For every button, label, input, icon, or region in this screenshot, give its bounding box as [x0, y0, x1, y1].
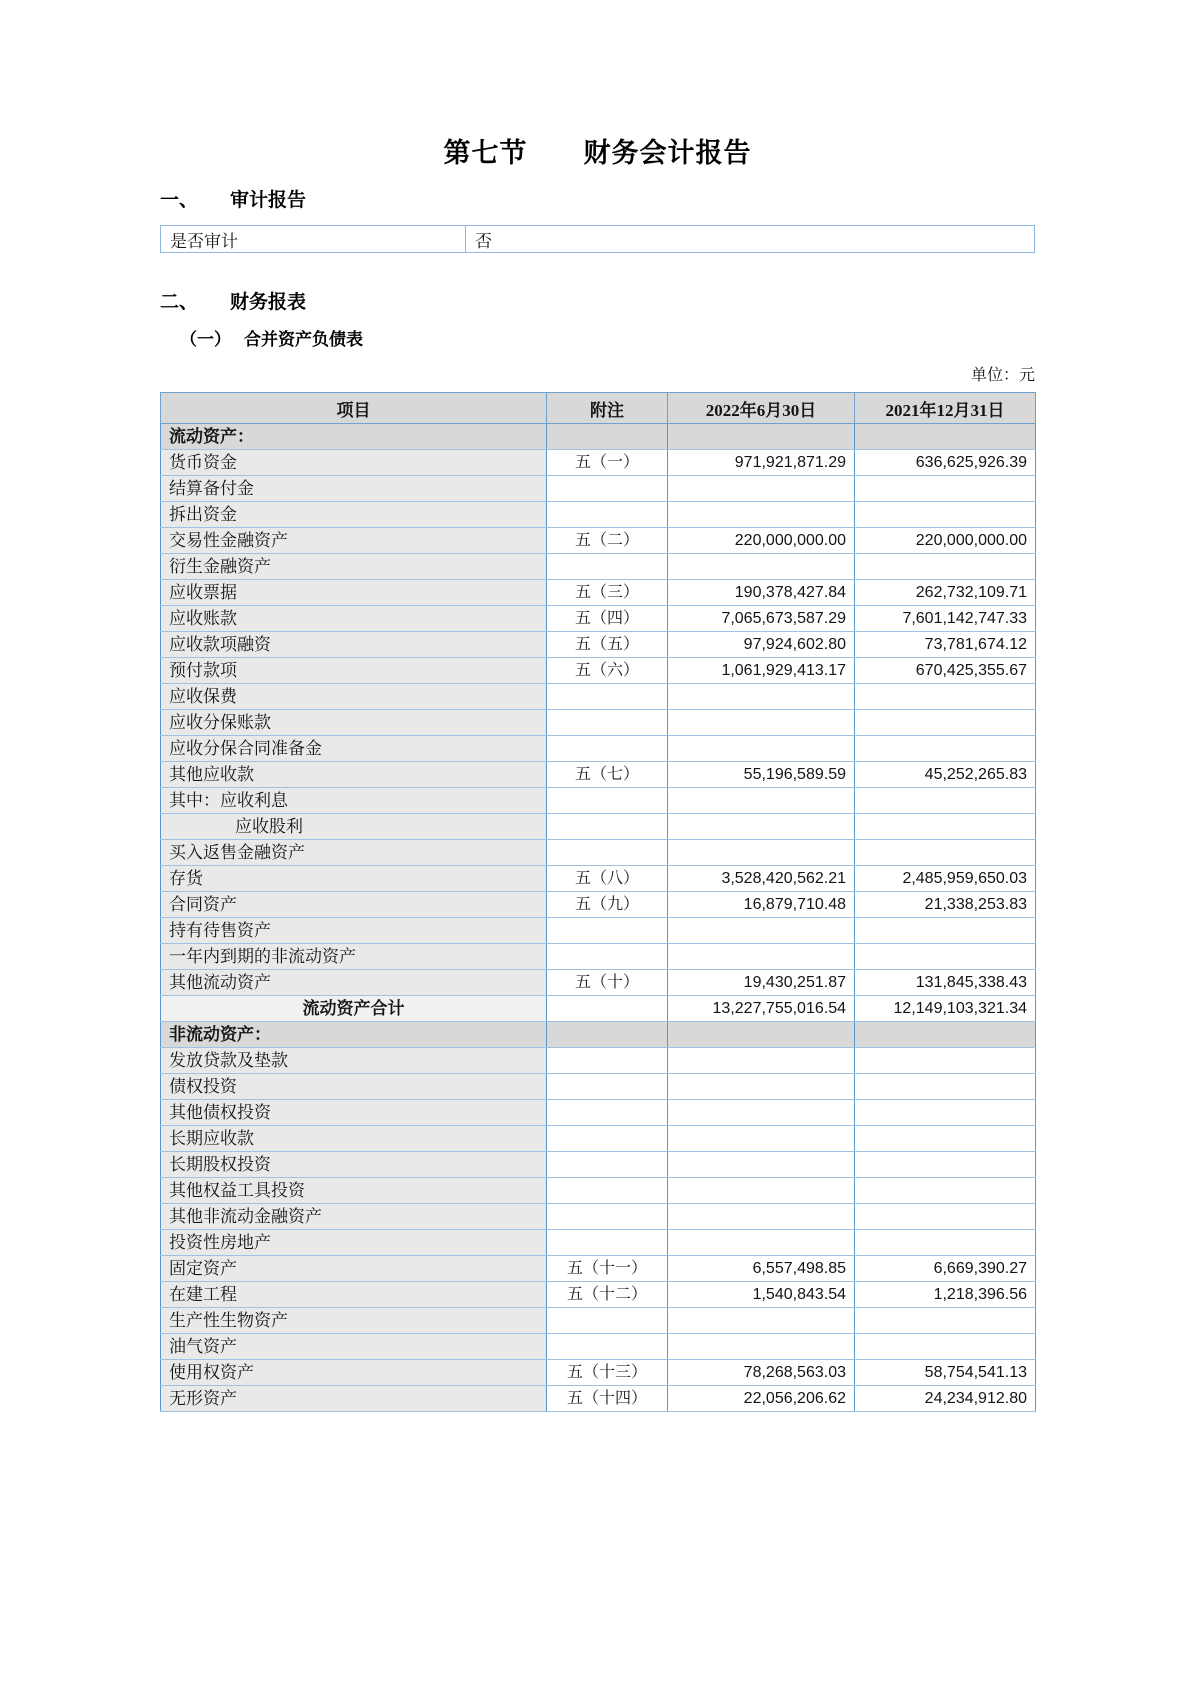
- cell-note: 五（十四）: [547, 1386, 668, 1412]
- cell-v2022: [668, 1308, 855, 1334]
- cell-note: [547, 944, 668, 970]
- section-number: 二、: [160, 292, 199, 313]
- table-row: [161, 788, 1036, 814]
- cell-v2021: [855, 1178, 1036, 1204]
- cell-note: [547, 1022, 668, 1048]
- table-row: [161, 1074, 1036, 1100]
- cell-note: 五（十）: [547, 970, 668, 996]
- cell-v2022: [668, 1152, 855, 1178]
- cell-note: [547, 1204, 668, 1230]
- balance-sheet-table: [160, 392, 1036, 1412]
- section-title: 审计报告: [230, 190, 307, 211]
- cell-v2022: [668, 944, 855, 970]
- table-row: [161, 1100, 1036, 1126]
- cell-v2021: 131,845,338.43: [855, 970, 1036, 996]
- table-row: [161, 866, 1036, 892]
- cell-note: 五（十一）: [547, 1256, 668, 1282]
- cell-note: [547, 554, 668, 580]
- table-row: [161, 1256, 1036, 1282]
- cell-note: [547, 1126, 668, 1152]
- cell-v2022: 7,065,673,587.29: [668, 606, 855, 632]
- cell-item: 持有待售资产: [161, 918, 547, 944]
- cell-v2021: [855, 788, 1036, 814]
- table-row: [161, 632, 1036, 658]
- cell-v2021: 7,601,142,747.33: [855, 606, 1036, 632]
- cell-v2021: 45,252,265.83: [855, 762, 1036, 788]
- cell-v2022: 6,557,498.85: [668, 1256, 855, 1282]
- cell-item: 其他流动资产: [161, 970, 547, 996]
- cell-note: [547, 424, 668, 450]
- cell-v2021: 1,218,396.56: [855, 1282, 1036, 1308]
- cell-v2022: [668, 554, 855, 580]
- cell-v2022: 3,528,420,562.21: [668, 866, 855, 892]
- cell-item: 拆出资金: [161, 502, 547, 528]
- table-header-row: [161, 393, 1036, 424]
- cell-note: 五（一）: [547, 450, 668, 476]
- cell-v2021: 21,338,253.83: [855, 892, 1036, 918]
- cell-v2021: [855, 1230, 1036, 1256]
- cell-v2021: 6,669,390.27: [855, 1256, 1036, 1282]
- cell-note: [547, 788, 668, 814]
- cell-v2022: [668, 1100, 855, 1126]
- cell-item: 买入返售金融资产: [161, 840, 547, 866]
- cell-v2022: 1,061,929,413.17: [668, 658, 855, 684]
- cell-note: [547, 1230, 668, 1256]
- cell-item: 油气资产: [161, 1334, 547, 1360]
- cell-v2022: [668, 1230, 855, 1256]
- cell-v2021: 636,625,926.39: [855, 450, 1036, 476]
- cell-v2022: 190,378,427.84: [668, 580, 855, 606]
- cell-v2021: [855, 1334, 1036, 1360]
- cell-item: 存货: [161, 866, 547, 892]
- cell-item: 流动资产：: [161, 424, 547, 450]
- subsection-title: 合并资产负债表: [244, 330, 363, 349]
- section-audit-heading: [160, 189, 1035, 212]
- cell-v2022: 97,924,602.80: [668, 632, 855, 658]
- cell-item: 其他债权投资: [161, 1100, 547, 1126]
- table-row: [161, 918, 1036, 944]
- cell-item: 衍生金融资产: [161, 554, 547, 580]
- cell-note: [547, 736, 668, 762]
- cell-note: [547, 502, 668, 528]
- cell-item: 非流动资产：: [161, 1022, 547, 1048]
- cell-v2022: 13,227,755,016.54: [668, 996, 855, 1022]
- cell-v2021: 12,149,103,321.34: [855, 996, 1036, 1022]
- section-number: 一、: [160, 190, 199, 211]
- cell-v2021: [855, 1022, 1036, 1048]
- table-row: [161, 658, 1036, 684]
- cell-v2022: [668, 502, 855, 528]
- cell-item: 在建工程: [161, 1282, 547, 1308]
- table-row: [161, 554, 1036, 580]
- cell-note: [547, 1048, 668, 1074]
- cell-v2021: [855, 476, 1036, 502]
- cell-item: 货币资金: [161, 450, 547, 476]
- table-row: [161, 892, 1036, 918]
- table-row: [161, 580, 1036, 606]
- cell-v2022: [668, 1048, 855, 1074]
- cell-v2022: [668, 1178, 855, 1204]
- cell-item: 其中：应收利息: [161, 788, 547, 814]
- cell-note: 五（八）: [547, 866, 668, 892]
- table-row: [161, 424, 1036, 450]
- cell-item: 预付款项: [161, 658, 547, 684]
- cell-note: [547, 710, 668, 736]
- cell-v2021: [855, 710, 1036, 736]
- cell-v2022: [668, 424, 855, 450]
- table-row: [161, 1126, 1036, 1152]
- table-row: [161, 684, 1036, 710]
- cell-v2021: 670,425,355.67: [855, 658, 1036, 684]
- cell-note: 五（三）: [547, 580, 668, 606]
- cell-v2022: [668, 1022, 855, 1048]
- cell-note: [547, 996, 668, 1022]
- cell-item: 应收款项融资: [161, 632, 547, 658]
- cell-v2022: 19,430,251.87: [668, 970, 855, 996]
- audit-table: [160, 225, 1035, 253]
- cell-item: 投资性房地产: [161, 1230, 547, 1256]
- cell-note: 五（五）: [547, 632, 668, 658]
- cell-v2021: 262,732,109.71: [855, 580, 1036, 606]
- cell-v2021: [855, 1074, 1036, 1100]
- table-row: [161, 1282, 1036, 1308]
- cell-v2021: [855, 1308, 1036, 1334]
- table-row: [161, 1360, 1036, 1386]
- cell-item: 应收账款: [161, 606, 547, 632]
- cell-item: 应收票据: [161, 580, 547, 606]
- section-statements-heading: [160, 291, 1035, 314]
- cell-note: [547, 1178, 668, 1204]
- cell-note: [547, 684, 668, 710]
- cell-item: 流动资产合计: [161, 996, 547, 1022]
- table-row: [161, 1230, 1036, 1256]
- cell-v2021: [855, 684, 1036, 710]
- table-row: [161, 1178, 1036, 1204]
- cell-v2022: 971,921,871.29: [668, 450, 855, 476]
- cell-v2021: [855, 944, 1036, 970]
- header-date-2021: 2021年12月31日: [855, 393, 1036, 424]
- cell-v2021: [855, 1100, 1036, 1126]
- cell-v2022: 55,196,589.59: [668, 762, 855, 788]
- cell-v2022: 16,879,710.48: [668, 892, 855, 918]
- table-row: [161, 502, 1036, 528]
- subsection-number: （一）: [180, 330, 231, 349]
- cell-v2022: 220,000,000.00: [668, 528, 855, 554]
- cell-v2021: 73,781,674.12: [855, 632, 1036, 658]
- cell-note: 五（二）: [547, 528, 668, 554]
- header-note: 附注: [547, 393, 668, 424]
- cell-v2021: 220,000,000.00: [855, 528, 1036, 554]
- cell-note: 五（九）: [547, 892, 668, 918]
- cell-note: [547, 1074, 668, 1100]
- cell-v2022: [668, 684, 855, 710]
- cell-item: 无形资产: [161, 1386, 547, 1412]
- cell-v2021: [855, 1048, 1036, 1074]
- cell-v2022: [668, 476, 855, 502]
- audit-answer-cell: 否: [466, 226, 1035, 253]
- cell-v2022: 22,056,206.62: [668, 1386, 855, 1412]
- cell-v2022: [668, 1334, 855, 1360]
- cell-note: 五（四）: [547, 606, 668, 632]
- cell-item: 一年内到期的非流动资产: [161, 944, 547, 970]
- cell-v2021: 24,234,912.80: [855, 1386, 1036, 1412]
- table-row: [161, 606, 1036, 632]
- cell-v2022: [668, 788, 855, 814]
- table-row: [161, 736, 1036, 762]
- cell-v2022: [668, 814, 855, 840]
- cell-note: [547, 814, 668, 840]
- cell-v2021: [855, 814, 1036, 840]
- cell-v2021: [855, 502, 1036, 528]
- cell-v2022: [668, 918, 855, 944]
- header-item: 项目: [161, 393, 547, 424]
- cell-item: 应收分保合同准备金: [161, 736, 547, 762]
- cell-note: [547, 1152, 668, 1178]
- table-row: [161, 996, 1036, 1022]
- header-date-2022: 2022年6月30日: [668, 393, 855, 424]
- cell-item: 固定资产: [161, 1256, 547, 1282]
- table-row: [161, 814, 1036, 840]
- cell-v2022: 1,540,843.54: [668, 1282, 855, 1308]
- cell-v2021: 58,754,541.13: [855, 1360, 1036, 1386]
- cell-note: [547, 1334, 668, 1360]
- cell-v2022: [668, 710, 855, 736]
- cell-v2022: [668, 1204, 855, 1230]
- table-row: [161, 1152, 1036, 1178]
- table-row: [161, 840, 1036, 866]
- subsection-balance-sheet-heading: [160, 329, 1035, 350]
- cell-note: [547, 1100, 668, 1126]
- cell-item: 应收股利: [161, 814, 547, 840]
- table-row: [161, 476, 1036, 502]
- cell-v2021: [855, 424, 1036, 450]
- cell-note: [547, 840, 668, 866]
- cell-item: 发放贷款及垫款: [161, 1048, 547, 1074]
- cell-v2022: [668, 1126, 855, 1152]
- table-row: [161, 1048, 1036, 1074]
- cell-v2021: [855, 1152, 1036, 1178]
- cell-note: [547, 476, 668, 502]
- table-row: [161, 450, 1036, 476]
- cell-v2021: [855, 554, 1036, 580]
- unit-label: 单位：元: [970, 367, 1035, 384]
- table-row: [161, 1022, 1036, 1048]
- table-row: [161, 1308, 1036, 1334]
- cell-item: 结算备付金: [161, 476, 547, 502]
- cell-item: 其他应收款: [161, 762, 547, 788]
- table-row: [161, 970, 1036, 996]
- table-row: [161, 1386, 1036, 1412]
- cell-v2021: [855, 840, 1036, 866]
- cell-v2022: [668, 1074, 855, 1100]
- cell-item: 长期股权投资: [161, 1152, 547, 1178]
- section-title: 财务报表: [230, 292, 307, 313]
- cell-item: 合同资产: [161, 892, 547, 918]
- cell-note: 五（六）: [547, 658, 668, 684]
- cell-note: 五（十二）: [547, 1282, 668, 1308]
- cell-v2021: [855, 918, 1036, 944]
- cell-v2022: [668, 840, 855, 866]
- cell-v2022: [668, 736, 855, 762]
- cell-item: 长期应收款: [161, 1126, 547, 1152]
- table-row: [161, 710, 1036, 736]
- cell-item: 生产性生物资产: [161, 1308, 547, 1334]
- table-row: [161, 1334, 1036, 1360]
- table-row: [161, 762, 1036, 788]
- cell-v2021: [855, 1126, 1036, 1152]
- cell-item: 应收保费: [161, 684, 547, 710]
- cell-v2021: [855, 1204, 1036, 1230]
- cell-note: 五（七）: [547, 762, 668, 788]
- page-title: 第七节 财务会计报告: [443, 138, 752, 168]
- cell-item: 交易性金融资产: [161, 528, 547, 554]
- cell-note: [547, 1308, 668, 1334]
- cell-note: 五（十三）: [547, 1360, 668, 1386]
- table-row: [161, 944, 1036, 970]
- cell-note: [547, 918, 668, 944]
- cell-item: 债权投资: [161, 1074, 547, 1100]
- cell-item: 使用权资产: [161, 1360, 547, 1386]
- cell-v2022: 78,268,563.03: [668, 1360, 855, 1386]
- table-row: [161, 528, 1036, 554]
- audit-question-cell: 是否审计: [161, 226, 466, 253]
- table-row: [161, 1204, 1036, 1230]
- cell-v2021: 2,485,959,650.03: [855, 866, 1036, 892]
- audit-table-row: [161, 226, 1035, 253]
- cell-item: 应收分保账款: [161, 710, 547, 736]
- cell-item: 其他权益工具投资: [161, 1178, 547, 1204]
- cell-item: 其他非流动金融资产: [161, 1204, 547, 1230]
- cell-v2021: [855, 736, 1036, 762]
